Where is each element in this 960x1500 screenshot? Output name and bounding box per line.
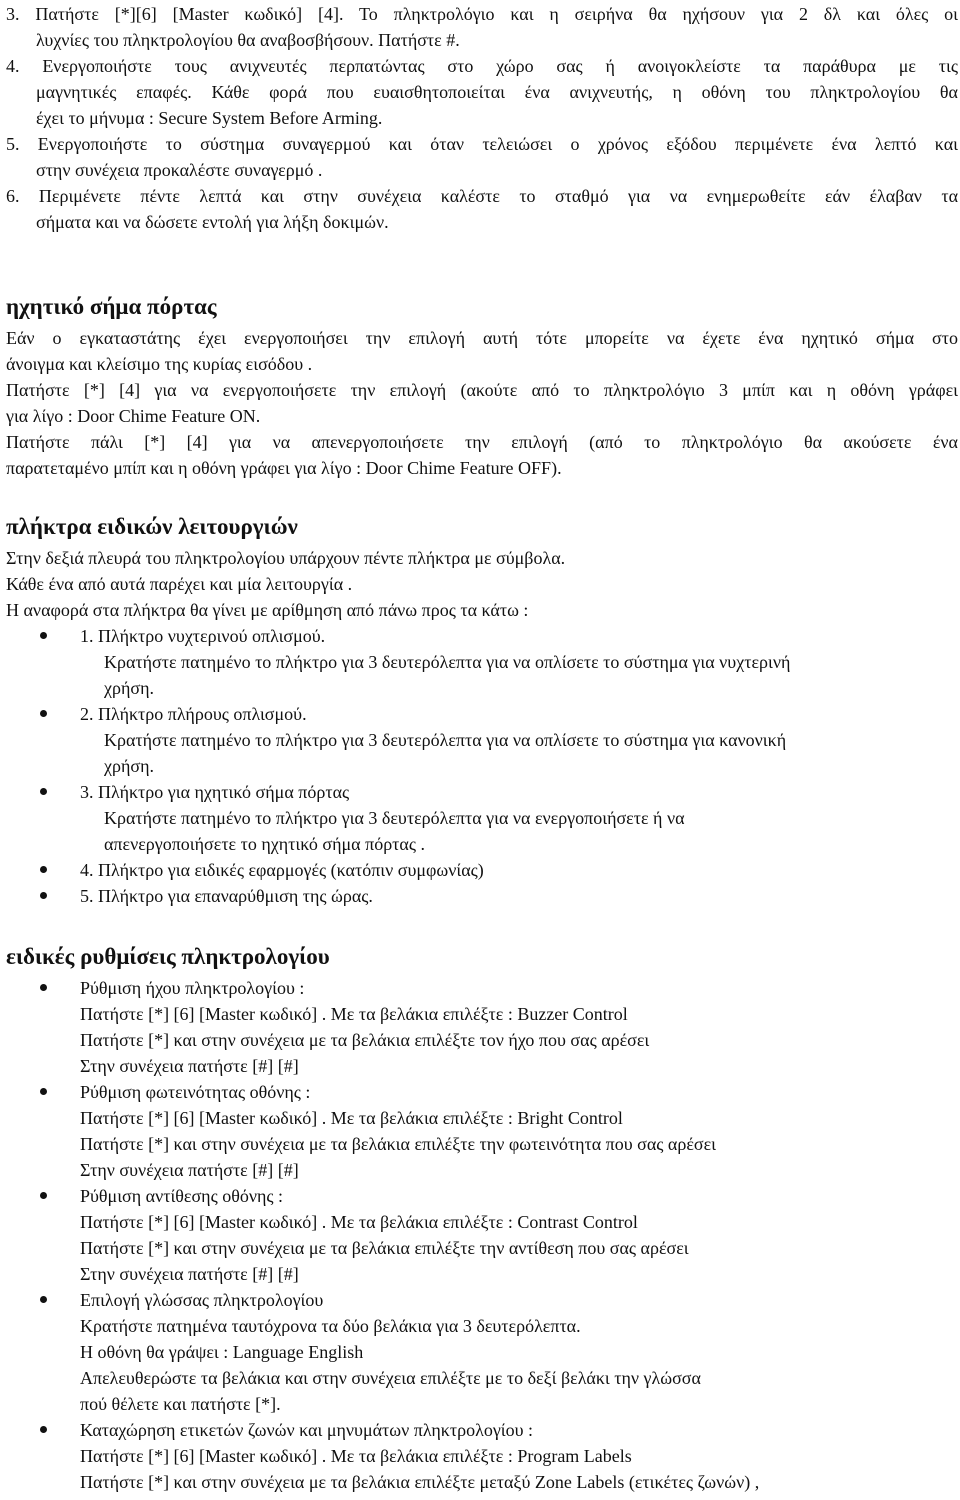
setting-2-line-1: Πατήστε [*] [6] [Master κωδικό] . Με τα βελάκια επιλέξτε : Bright Control — [80, 1108, 623, 1128]
key-item-2-title: 2. Πλήκτρο πλήρους οπλισμού. — [80, 704, 307, 724]
bullet-icon — [40, 710, 47, 717]
key-item-1-desc-2: χρήση. — [104, 678, 155, 698]
key-item-3-desc-2: απενεργοποιήσετε το ηχητικό σήμα πόρτας . — [104, 834, 425, 854]
bullet-icon — [40, 632, 47, 639]
setting-4-line-1: Κρατήστε πατημένα ταυτόχρονα τα δύο βελάκια για 3 δευτερόλεπτα. — [80, 1316, 581, 1336]
keys-heading: πλήκτρα ειδικών λειτουργιών — [6, 514, 298, 539]
key-item-4-title: 4. Πλήκτρο για ειδικές εφαρμογές (κατόπιν συμφωνίας) — [80, 860, 484, 880]
bullet-icon — [40, 1426, 47, 1433]
setting-5-line-1: Πατήστε [*] [6] [Master κωδικό] . Με τα βελάκια επιλέξτε : Program Labels — [80, 1446, 632, 1466]
bullet-icon — [40, 984, 47, 991]
keys-line-3: Η αναφορά στα πλήκτρα θα γίνει με αρίθμηση από πάνω προς τα κάτω : — [6, 600, 529, 620]
bullet-icon — [40, 788, 47, 795]
chime-line-5: Πατήστε πάλι [*] [4] για να απενεργοποιήσετε την επιλογή (από το πληκτρολόγιο θα ακούσετε ένα — [6, 432, 958, 452]
bullet-icon — [40, 1192, 47, 1199]
chime-line-1: Εάν ο εγκαταστάτης έχει ενεργοποιήσει την επιλογή αυτή τότε μπορείτε να έχετε ένα ηχητικό σήμα στο — [6, 328, 958, 348]
setting-4-title: Επιλογή γλώσσας πληκτρολογίου — [80, 1290, 324, 1310]
key-item-3-title: 3. Πλήκτρο για ηχητικό σήμα πόρτας — [80, 782, 350, 802]
chime-line-3: Πατήστε [*] [4] για να ενεργοποιήσετε την επιλογή (ακούτε από το πληκτρολόγιο 3 μπίπ και η οθόνη γράφει — [6, 380, 958, 400]
step-3-line-1: 3. Πατήστε [*][6] [Master κωδικό] [4]. Το πληκτρολόγιο και η σειρήνα θα ηχήσουν για 2 δλ και όλες οι — [6, 4, 958, 24]
setting-4-line-2: Η οθόνη θα γράψει : Language English — [80, 1342, 364, 1362]
step-4-line-3: έχει το μήνυμα : Secure System Before Arming. — [36, 108, 383, 128]
key-item-1-desc-1: Κρατήστε πατημένο το πλήκτρο για 3 δευτερόλεπτα για να οπλίσετε το σύστημα για νυχτερινή — [104, 652, 791, 672]
step-3-line-2: λυχνίες του πληκτρολογίου θα αναβοσβήσουν. Πατήστε #. — [36, 30, 460, 50]
bullet-icon — [40, 866, 47, 873]
setting-3-line-1: Πατήστε [*] [6] [Master κωδικό] . Με τα βελάκια επιλέξτε : Contrast Control — [80, 1212, 638, 1232]
setting-5-line-2: Πατήστε [*] και στην συνέχεια με τα βελάκια επιλέξτε μεταξύ Zone Labels (ετικέτες ζωνών) , — [80, 1472, 760, 1492]
settings-heading: ειδικές ρυθμίσεις πληκτρολογίου — [6, 944, 330, 969]
setting-5-title: Καταχώρηση ετικετών ζωνών και μηνυμάτων πληκτρολογίου : — [80, 1420, 534, 1440]
step-4-line-1: 4. Ενεργοποιήστε τους ανιχνευτές περπατώντας στο χώρο σας ή ανοιγοκλείστε τα παράθυρα με τις — [6, 56, 958, 76]
keys-line-2: Κάθε ένα από αυτά παρέχει και μία λειτουργία . — [6, 574, 353, 594]
chime-line-2: άνοιγμα και κλείσιμο της κυρίας εισόδου . — [6, 354, 313, 374]
step-5-line-1: 5. Ενεργοποιήστε το σύστημα συναγερμού και όταν τελειώσει ο χρόνος εξόδου περιμένετε ένα λεπτό και — [6, 134, 958, 154]
setting-2-line-3: Στην συνέχεια πατήστε [#] [#] — [80, 1160, 299, 1180]
step-6-line-1: 6. Περιμένετε πέντε λεπτά και στην συνέχεια καλέστε το σταθμό για να ενημερωθείτε εάν έλαβαν τα — [6, 186, 958, 206]
chime-heading: ηχητικό σήμα πόρτας — [6, 294, 217, 319]
step-6-line-2: σήματα και να δώσετε εντολή για λήξη δοκιμών. — [36, 212, 389, 232]
setting-1-line-3: Στην συνέχεια πατήστε [#] [#] — [80, 1056, 299, 1076]
key-item-3-desc-1: Κρατήστε πατημένο το πλήκτρο για 3 δευτερόλεπτα για να ενεργοποιήσετε ή να — [104, 808, 685, 828]
bullet-icon — [40, 1296, 47, 1303]
key-item-1-title: 1. Πλήκτρο νυχτερινού οπλισμού. — [80, 626, 326, 646]
chime-line-4: για λίγο : Door Chime Feature ON. — [6, 406, 261, 426]
key-item-2-desc-2: χρήση. — [104, 756, 155, 776]
setting-2-title: Ρύθμιση φωτεινότητας οθόνης : — [80, 1082, 311, 1102]
setting-3-line-3: Στην συνέχεια πατήστε [#] [#] — [80, 1264, 299, 1284]
setting-1-line-2: Πατήστε [*] και στην συνέχεια με τα βελάκια επιλέξτε τον ήχο που σας αρέσει — [80, 1030, 650, 1050]
setting-3-line-2: Πατήστε [*] και στην συνέχεια με τα βελάκια επιλέξτε την αντίθεση που σας αρέσει — [80, 1238, 689, 1258]
setting-1-line-1: Πατήστε [*] [6] [Master κωδικό] . Με τα βελάκια επιλέξτε : Buzzer Control — [80, 1004, 628, 1024]
keys-line-1: Στην δεξιά πλευρά του πληκτρολογίου υπάρχουν πέντε πλήκτρα με σύμβολα. — [6, 548, 566, 568]
step-5-line-2: στην συνέχεια προκαλέστε συναγερμό . — [36, 160, 323, 180]
setting-4-line-4: πού θέλετε και πατήστε [*]. — [80, 1394, 281, 1414]
chime-line-6: παρατεταμένο μπίπ και η οθόνη γράφει για λίγο : Door Chime Feature OFF). — [6, 458, 562, 478]
setting-4-line-3: Απελευθερώστε τα βελάκια και στην συνέχεια επιλέξτε με το δεξί βελάκι την γλώσσα — [80, 1368, 701, 1388]
key-item-5-title: 5. Πλήκτρο για επαναρύθμιση της ώρας. — [80, 886, 373, 906]
bullet-icon — [40, 1088, 47, 1095]
bullet-icon — [40, 892, 47, 899]
setting-2-line-2: Πατήστε [*] και στην συνέχεια με τα βελάκια επιλέξτε την φωτεινότητα που σας αρέσει — [80, 1134, 716, 1154]
setting-3-title: Ρύθμιση αντίθεσης οθόνης : — [80, 1186, 284, 1206]
key-item-2-desc-1: Κρατήστε πατημένο το πλήκτρο για 3 δευτερόλεπτα για να οπλίσετε το σύστημα για κανονική — [104, 730, 787, 750]
step-4-line-2: μαγνητικές επαφές. Κάθε φορά που ευαισθητοποιείται ένα ανιχνευτής, η οθόνη του πληκτρολογίου θα — [36, 82, 958, 102]
setting-1-title: Ρύθμιση ήχου πληκτρολογίου : — [80, 978, 305, 998]
